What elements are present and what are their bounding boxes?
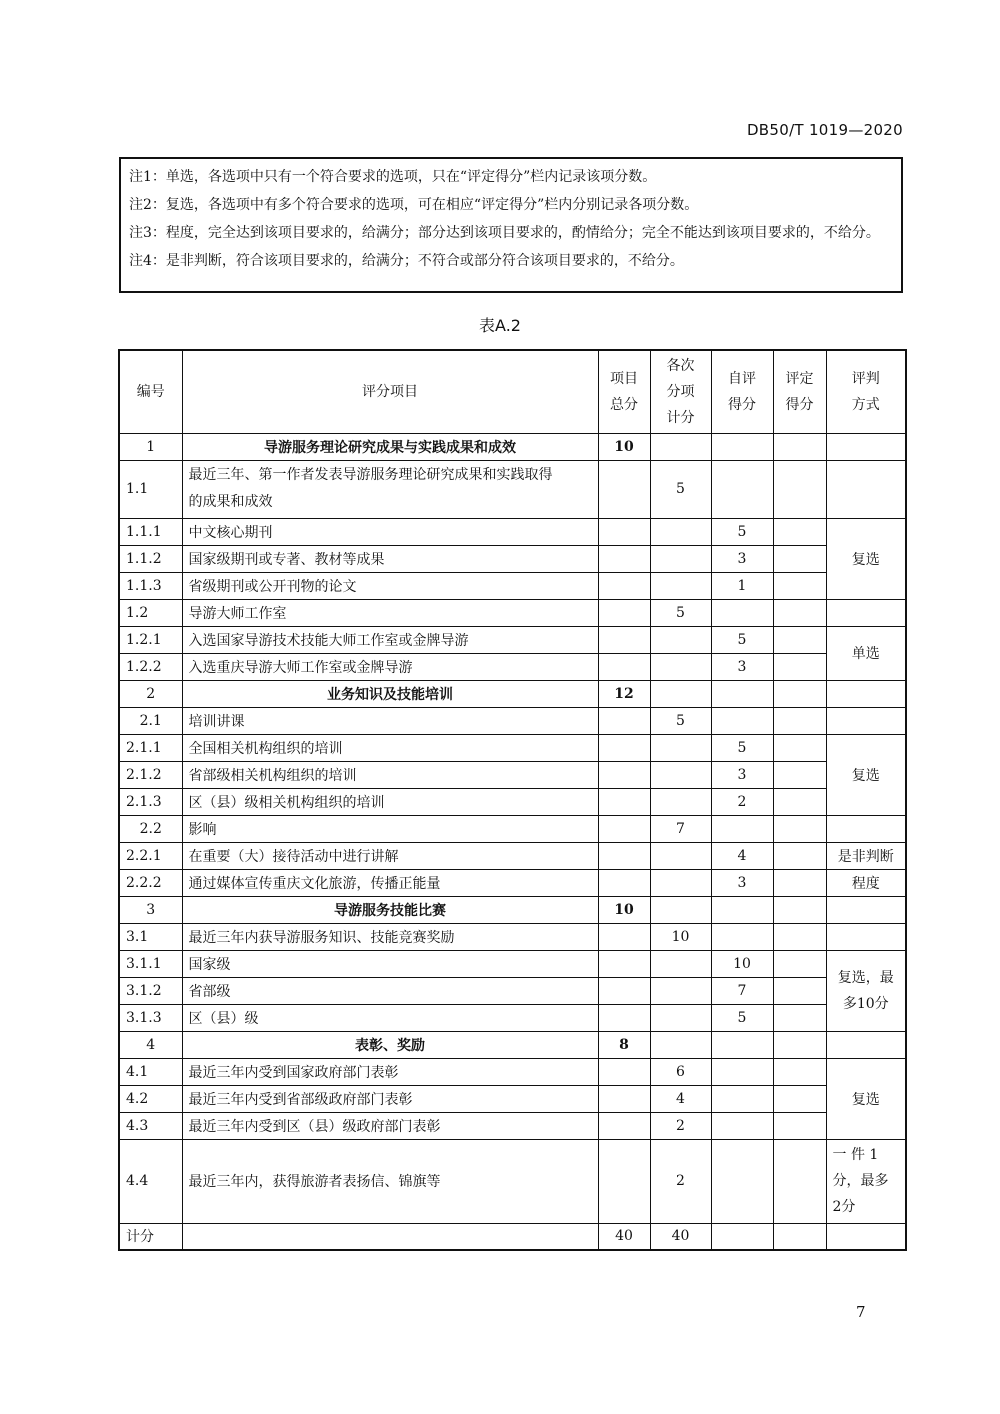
- header-method: 评判 方式: [826, 350, 906, 433]
- cell-eval: [773, 734, 826, 761]
- cell-self: 5: [711, 518, 773, 545]
- cell-self: 10: [711, 950, 773, 977]
- cell-sub: 2: [650, 1139, 711, 1223]
- cell-sub: [650, 518, 711, 545]
- cell-item: 国家级期刊或专著、教材等成果: [182, 545, 598, 572]
- table-row: [119, 626, 906, 653]
- cell-sub: 7: [650, 815, 711, 842]
- cell-total: [598, 460, 650, 518]
- cell-item: 最近三年内受到国家政府部门表彰: [182, 1058, 598, 1085]
- cell-total: 40: [598, 1223, 650, 1250]
- cell-item: 影响: [182, 815, 598, 842]
- table-row: [119, 1085, 906, 1112]
- cell-item: 导游服务技能比赛: [182, 896, 598, 923]
- table-row: [119, 518, 906, 545]
- cell-sub: 10: [650, 923, 711, 950]
- cell-self: 5: [711, 626, 773, 653]
- table-row: [119, 761, 906, 788]
- cell-method: 复选: [826, 1058, 906, 1139]
- cell-method: [826, 460, 906, 518]
- cell-num: 计分: [119, 1223, 182, 1250]
- cell-num: 1.1.1: [119, 518, 182, 545]
- cell-num: 3.1.3: [119, 1004, 182, 1031]
- cell-sub: 5: [650, 460, 711, 518]
- cell-self: 2: [711, 788, 773, 815]
- cell-num: 2: [119, 680, 182, 707]
- cell-num: 2.2: [119, 815, 182, 842]
- cell-method: [826, 896, 906, 923]
- table-row: [119, 1112, 906, 1139]
- cell-sub: 6: [650, 1058, 711, 1085]
- table-row: [119, 1004, 906, 1031]
- cell-eval: [773, 653, 826, 680]
- cell-method: [826, 680, 906, 707]
- cell-method: [826, 1031, 906, 1058]
- header-item: 评分项目: [182, 350, 598, 433]
- cell-method: 一 件 1 分，最多 2分: [826, 1139, 906, 1223]
- cell-eval: [773, 1058, 826, 1085]
- table-total-row: [119, 1223, 906, 1250]
- cell-num: 4: [119, 1031, 182, 1058]
- cell-sub: [650, 896, 711, 923]
- cell-total: [598, 626, 650, 653]
- cell-item: 最近三年内获导游服务知识、技能竞赛奖励: [182, 923, 598, 950]
- cell-item: 区（县）级: [182, 1004, 598, 1031]
- header-eval: 评定 得分: [773, 350, 826, 433]
- cell-method: [826, 707, 906, 734]
- cell-num: 4.2: [119, 1085, 182, 1112]
- cell-eval: [773, 599, 826, 626]
- cell-method: 是非判断: [826, 842, 906, 869]
- cell-method: [826, 433, 906, 460]
- cell-num: 2.1: [119, 707, 182, 734]
- table-header-row: [119, 350, 906, 433]
- cell-item: 省部级相关机构组织的培训: [182, 761, 598, 788]
- cell-num: 1.2.1: [119, 626, 182, 653]
- table-row: [119, 869, 906, 896]
- table-row: [119, 653, 906, 680]
- cell-eval: [773, 518, 826, 545]
- cell-item: 国家级: [182, 950, 598, 977]
- cell-self: [711, 433, 773, 460]
- cell-num: 3.1.2: [119, 977, 182, 1004]
- cell-num: 1.1: [119, 460, 182, 518]
- cell-item: 最近三年内受到区（县）级政府部门表彰: [182, 1112, 598, 1139]
- cell-method: [826, 923, 906, 950]
- cell-method: 复选，最 多10分: [826, 950, 906, 1031]
- cell-item: 业务知识及技能培训: [182, 680, 598, 707]
- cell-num: 1.1.3: [119, 572, 182, 599]
- cell-total: [598, 842, 650, 869]
- cell-num: 4.3: [119, 1112, 182, 1139]
- header-total: 项目 总分: [598, 350, 650, 433]
- cell-total: [598, 977, 650, 1004]
- cell-item: 区（县）级相关机构组织的培训: [182, 788, 598, 815]
- cell-eval: [773, 626, 826, 653]
- cell-eval: [773, 680, 826, 707]
- cell-item: 中文核心期刊: [182, 518, 598, 545]
- cell-sub: [650, 734, 711, 761]
- cell-total: [598, 1058, 650, 1085]
- cell-eval: [773, 1031, 826, 1058]
- cell-num: 2.1.2: [119, 761, 182, 788]
- cell-eval: [773, 460, 826, 518]
- cell-self: [711, 1112, 773, 1139]
- cell-sub: [650, 788, 711, 815]
- note-3: 注3：程度，完全达到该项目要求的，给满分；部分达到该项目要求的，酌情给分；完全不能达到该项目要求的，不给分。: [129, 225, 880, 241]
- cell-self: [711, 1139, 773, 1223]
- note-2: 注2：复选，各选项中有多个符合要求的选项，可在相应“评定得分”栏内分别记录各项分数。: [129, 197, 699, 213]
- cell-item: 培训讲课: [182, 707, 598, 734]
- cell-num: 3.1.1: [119, 950, 182, 977]
- cell-eval: [773, 950, 826, 977]
- cell-total: [598, 1004, 650, 1031]
- cell-self: [711, 680, 773, 707]
- cell-self: 3: [711, 653, 773, 680]
- cell-total: [598, 1085, 650, 1112]
- cell-eval: [773, 1004, 826, 1031]
- cell-self: 3: [711, 761, 773, 788]
- cell-item: 通过媒体宣传重庆文化旅游，传播正能量: [182, 869, 598, 896]
- cell-eval: [773, 545, 826, 572]
- cell-sub: [650, 653, 711, 680]
- cell-self: [711, 1085, 773, 1112]
- cell-total: [598, 761, 650, 788]
- cell-num: 4.4: [119, 1139, 182, 1223]
- cell-sub: 2: [650, 1112, 711, 1139]
- cell-num: 1.2: [119, 599, 182, 626]
- cell-num: 3: [119, 896, 182, 923]
- cell-item: 省部级: [182, 977, 598, 1004]
- cell-num: 1: [119, 433, 182, 460]
- cell-self: [711, 1031, 773, 1058]
- cell-sub: 5: [650, 599, 711, 626]
- table-row: [119, 433, 906, 460]
- cell-method: 复选: [826, 518, 906, 599]
- table-row: [119, 842, 906, 869]
- cell-eval: [773, 707, 826, 734]
- cell-item: 在重要（大）接待活动中进行讲解: [182, 842, 598, 869]
- table-row: [119, 788, 906, 815]
- cell-self: [711, 599, 773, 626]
- cell-item: 省级期刊或公开刊物的论文: [182, 572, 598, 599]
- cell-method: 复选: [826, 734, 906, 815]
- table-row: [119, 545, 906, 572]
- header-self: 自评 得分: [711, 350, 773, 433]
- document-code: DB50/T 1019—2020: [746, 121, 903, 139]
- cell-sub: [650, 545, 711, 572]
- note-4: 注4：是非判断，符合该项目要求的，给满分；不符合或部分符合该项目要求的，不给分。: [129, 253, 684, 269]
- cell-eval: [773, 815, 826, 842]
- cell-total: [598, 869, 650, 896]
- table-title: 表A.2: [479, 316, 521, 335]
- cell-total: [598, 815, 650, 842]
- cell-eval: [773, 1085, 826, 1112]
- cell-sub: 4: [650, 1085, 711, 1112]
- cell-self: 7: [711, 977, 773, 1004]
- cell-total: [598, 518, 650, 545]
- header-num: 编号: [119, 350, 182, 433]
- cell-self: [711, 460, 773, 518]
- cell-self: [711, 923, 773, 950]
- cell-sub: [650, 1004, 711, 1031]
- table-row: [119, 734, 906, 761]
- cell-total: [598, 653, 650, 680]
- cell-sub: [650, 869, 711, 896]
- cell-num: 2.1.3: [119, 788, 182, 815]
- cell-eval: [773, 433, 826, 460]
- cell-sub: [650, 1031, 711, 1058]
- cell-self: 3: [711, 869, 773, 896]
- table-row: [119, 680, 906, 707]
- cell-eval: [773, 572, 826, 599]
- cell-method: [826, 815, 906, 842]
- cell-self: 4: [711, 842, 773, 869]
- cell-item: 导游大师工作室: [182, 599, 598, 626]
- table-row: [119, 977, 906, 1004]
- cell-self: 3: [711, 545, 773, 572]
- cell-num: 2.2.1: [119, 842, 182, 869]
- cell-total: 10: [598, 896, 650, 923]
- table-row: [119, 896, 906, 923]
- cell-total: [598, 788, 650, 815]
- cell-item: 最近三年内受到省部级政府部门表彰: [182, 1085, 598, 1112]
- cell-eval: [773, 1139, 826, 1223]
- table-row: [119, 923, 906, 950]
- cell-item: 导游服务理论研究成果与实践成果和成效: [182, 433, 598, 460]
- cell-item: 表彰、奖励: [182, 1031, 598, 1058]
- table-row: [119, 572, 906, 599]
- page-number: 7: [856, 1303, 866, 1321]
- cell-sub: [650, 977, 711, 1004]
- cell-self: [711, 1058, 773, 1085]
- table-row: [119, 1031, 906, 1058]
- cell-eval: [773, 1112, 826, 1139]
- cell-eval: [773, 788, 826, 815]
- cell-item: 入选国家导游技术技能大师工作室或金牌导游: [182, 626, 598, 653]
- cell-total: 12: [598, 680, 650, 707]
- cell-eval: [773, 923, 826, 950]
- cell-eval: [773, 869, 826, 896]
- cell-total: [598, 707, 650, 734]
- cell-self: [711, 707, 773, 734]
- cell-sub: [650, 761, 711, 788]
- table-row: [119, 815, 906, 842]
- cell-num: 1.2.2: [119, 653, 182, 680]
- cell-method: 单选: [826, 626, 906, 680]
- cell-item: 最近三年内，获得旅游者表扬信、锦旗等: [182, 1139, 598, 1223]
- notes-box: [119, 157, 903, 293]
- cell-total: 10: [598, 433, 650, 460]
- cell-total: [598, 1139, 650, 1223]
- cell-item: [182, 1223, 598, 1250]
- cell-eval: [773, 761, 826, 788]
- cell-total: [598, 599, 650, 626]
- table-row: [119, 599, 906, 626]
- cell-self: 5: [711, 734, 773, 761]
- table-row: [119, 1139, 906, 1223]
- table-row: [119, 707, 906, 734]
- cell-total: [598, 950, 650, 977]
- note-1: 注1：单选，各选项中只有一个符合要求的选项，只在“评定得分”栏内记录该项分数。: [129, 169, 657, 185]
- header-sub: 各次 分项 计分: [650, 350, 711, 433]
- table-row: [119, 460, 906, 518]
- cell-total: 8: [598, 1031, 650, 1058]
- cell-total: [598, 1112, 650, 1139]
- cell-eval: [773, 842, 826, 869]
- cell-self: 1: [711, 572, 773, 599]
- cell-num: 3.1: [119, 923, 182, 950]
- cell-num: 2.1.1: [119, 734, 182, 761]
- cell-sub: 40: [650, 1223, 711, 1250]
- cell-total: [598, 545, 650, 572]
- cell-sub: 5: [650, 707, 711, 734]
- table-row: [119, 1058, 906, 1085]
- cell-num: 4.1: [119, 1058, 182, 1085]
- cell-eval: [773, 1223, 826, 1250]
- cell-method: [826, 599, 906, 626]
- cell-sub: [650, 626, 711, 653]
- cell-sub: [650, 842, 711, 869]
- cell-total: [598, 572, 650, 599]
- cell-self: [711, 896, 773, 923]
- scoring-table: [118, 349, 907, 1251]
- cell-item: 最近三年、第一作者发表导游服务理论研究成果和实践取得 的成果和成效: [182, 460, 598, 518]
- cell-sub: [650, 433, 711, 460]
- cell-self: [711, 1223, 773, 1250]
- cell-sub: [650, 950, 711, 977]
- cell-num: 1.1.2: [119, 545, 182, 572]
- cell-item: 全国相关机构组织的培训: [182, 734, 598, 761]
- cell-method: 程度: [826, 869, 906, 896]
- cell-self: [711, 815, 773, 842]
- cell-method: [826, 1223, 906, 1250]
- cell-sub: [650, 680, 711, 707]
- cell-sub: [650, 572, 711, 599]
- cell-self: 5: [711, 1004, 773, 1031]
- cell-total: [598, 923, 650, 950]
- cell-eval: [773, 896, 826, 923]
- table-row: [119, 950, 906, 977]
- cell-total: [598, 734, 650, 761]
- cell-eval: [773, 977, 826, 1004]
- cell-item: 入选重庆导游大师工作室或金牌导游: [182, 653, 598, 680]
- cell-num: 2.2.2: [119, 869, 182, 896]
